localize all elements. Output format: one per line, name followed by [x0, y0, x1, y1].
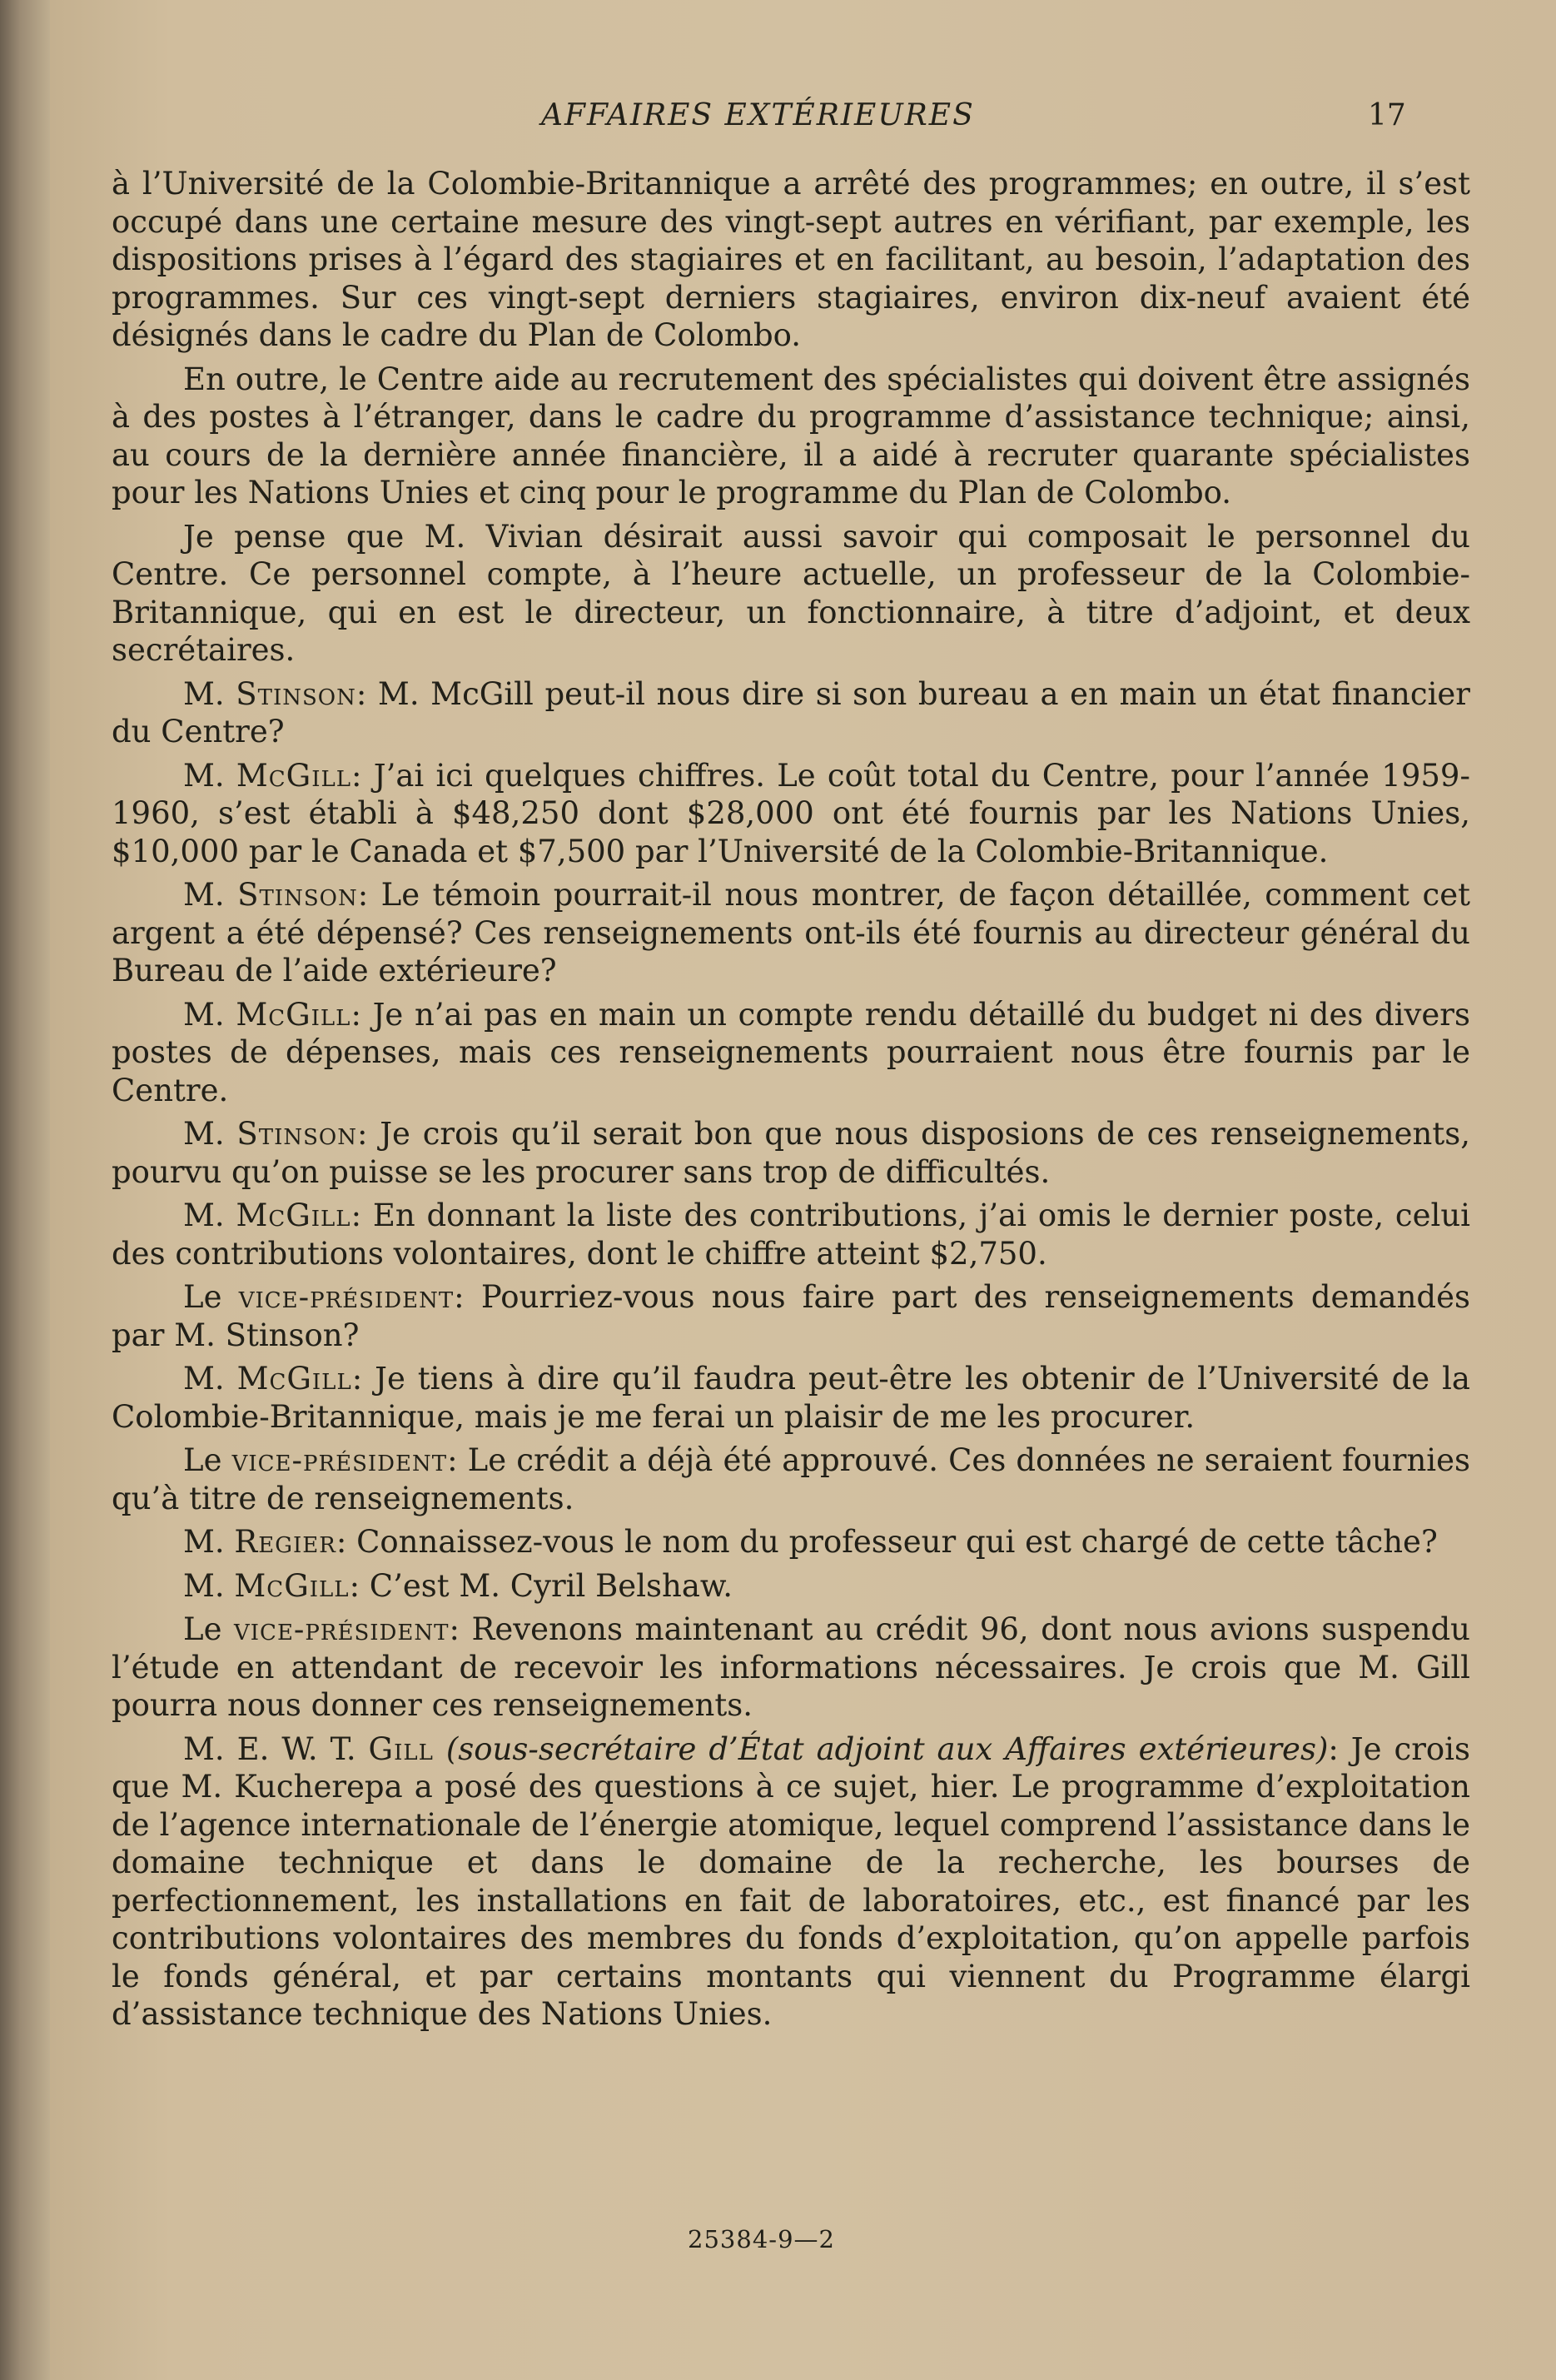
running-head: [50, 90, 1556, 140]
document-page: [50, 0, 1556, 2380]
paragraph-text: Je pense que M. Vivian désirait aussi savoir qui composait le personnel du Centre. Ce personnel compte, à l’heure actuelle, un professeur de la Colombie-Britannique, qui en est le directeur, un fonctionnaire, à titre d’adjoint, et deux secrétaires.: [112, 518, 1470, 668]
speech-text: : Le témoin pourrait-il nous montrer, de façon détaillée, comment cet argent a été dépensé? Ces renseignements ont-ils été fournis au directeur général du Bureau de l’aide extérieure?: [112, 877, 1470, 988]
speaker-prefix: M.: [183, 675, 236, 712]
signature-mark: 25384-9—2: [688, 2225, 835, 2253]
paragraph: [112, 518, 1470, 670]
speaker-name: McGill: [234, 1567, 350, 1604]
speech-text: : M. McGill peut-il nous dire si son bureau a en main un état financier du Centre?: [112, 675, 1470, 749]
speaker-paragraph: [112, 1115, 1470, 1191]
running-title: AFFAIRES EXTÉRIEURES: [541, 98, 975, 132]
book-binding-shadow: [0, 0, 50, 2380]
speech-text: : En donnant la liste des contributions, j’ai omis le dernier poste, celui des contributions volontaires, dont le chiffre atteint $2,750.: [112, 1197, 1470, 1272]
speaker-prefix: M.: [183, 1524, 235, 1560]
paragraph: [112, 361, 1470, 512]
speaker-prefix: M.: [183, 1361, 237, 1397]
printer-signature: [50, 2225, 1556, 2253]
speech-text: : Je crois qu’il serait bon que nous disposions de ces renseignements, pourvu qu’on puisse se les procurer sans trop de difficultés.: [112, 1116, 1470, 1190]
speaker-paragraph: [112, 1730, 1470, 2034]
speaker-prefix: M.: [183, 757, 236, 794]
speaker-name: McGill: [236, 757, 352, 794]
speaker-name: Regier: [234, 1524, 336, 1560]
speaker-prefix: Le: [183, 1611, 234, 1647]
speaker-paragraph: [112, 1441, 1470, 1517]
speech-text: : Pourriez-vous nous faire part des renseignements demandés par M. Stinson?: [112, 1279, 1470, 1353]
paragraph-continuation: [112, 165, 1470, 355]
speaker-paragraph: [112, 1611, 1470, 1725]
speaker-name: vice-président: [231, 1442, 448, 1478]
speaker-name: McGill: [236, 1361, 352, 1397]
speaker-name: McGill: [236, 1197, 351, 1233]
speaker-paragraph: [112, 1278, 1470, 1354]
speech-text: : Le crédit a déjà été approuvé. Ces données ne seraient fournies qu’à titre de renseignements.: [112, 1442, 1471, 1516]
speech-text: : Connaissez-vous le nom du professeur qui est chargé de cette tâche?: [336, 1524, 1438, 1560]
speaker-name: Stinson: [237, 877, 358, 913]
speaker-paragraph: [112, 1360, 1470, 1436]
page-number: 17: [1368, 98, 1406, 132]
speaker-prefix: M.: [183, 877, 238, 913]
speaker-prefix: Le: [183, 1279, 239, 1315]
speaker-prefix: Le: [183, 1442, 232, 1478]
speech-text: : Je n’ai pas en main un compte rendu détaillé du budget ni des divers postes de dépenses, mais ces renseignements pourraient nous être fournis par le Centre.: [112, 996, 1470, 1108]
speaker-prefix: M.: [183, 996, 236, 1033]
speaker-paragraph: [112, 996, 1470, 1110]
speaker-paragraph: [112, 757, 1470, 871]
speaker-name: Gill: [368, 1730, 434, 1767]
speaker-paragraph: [112, 1523, 1470, 1561]
speech-text: : Je tiens à dire qu’il faudra peut-être les obtenir de l’Université de la Colombie-Britannique, mais je me ferai un plaisir de me les procurer.: [112, 1361, 1470, 1435]
speaker-paragraph: [112, 876, 1470, 990]
speaker-name: Stinson: [236, 675, 356, 712]
speaker-prefix: M.: [183, 1567, 235, 1604]
speech-text: : C’est M. Cyril Belshaw.: [349, 1567, 733, 1604]
speaker-name: Stinson: [236, 1116, 357, 1152]
speech-text: : Revenons maintenant au crédit 96, dont nous avions suspendu l’étude en attendant de recevoir les informations nécessaires. Je crois que M. Gill pourra nous donner ces renseignements.: [112, 1611, 1470, 1723]
speaker-paragraph: [112, 1197, 1470, 1272]
speaker-prefix: M. E. W. T.: [183, 1730, 369, 1767]
speaker-paragraph: [112, 675, 1470, 751]
speaker-title-aside: (sous-secrétaire d’État adjoint aux Affaires extérieures): [445, 1730, 1329, 1767]
speaker-name: vice-président: [238, 1279, 455, 1315]
speaker-paragraph: [112, 1567, 1470, 1606]
speaker-prefix: M.: [183, 1197, 236, 1233]
body-text: [112, 165, 1470, 2039]
speaker-name: McGill: [236, 996, 351, 1033]
speech-text: : J’ai ici quelques chiffres. Le coût total du Centre, pour l’année 1959-1960, s’est établi à $48,250 dont $28,000 ont été fournis par les Nations Unies, $10,000 par le Canada et $7,500 par l’Université de la Colombie-Britannique.: [112, 757, 1470, 869]
speaker-name: vice-président: [234, 1611, 450, 1647]
speaker-prefix: M.: [183, 1116, 237, 1152]
speech-text: : Je crois que M. Kucherepa a posé des questions à ce sujet, hier. Le programme d’exploitation de l’agence internationale de l’énergie atomique, lequel comprend l’assistance dans le domaine technique et dans le domaine de la recherche, les bourses de perfectionnement, les installations en fait de laboratoires, etc., est financé par les contributions volontaires des membres du fonds d’exploitation, qu’on appelle parfois le fonds général, et par certains montants qui viennent du Programme élargi d’assistance technique des Nations Unies.: [112, 1730, 1470, 2032]
paragraph-text: à l’Université de la Colombie-Britannique a arrêté des programmes; en outre, il s’est occupé dans une certaine mesure des vingt-sept autres en vérifiant, par exemple, les dispositions prises à l’égard des stagiaires et en facilitant, au besoin, l’adaptation des programmes. Sur ces vingt-sept derniers stagiaires, environ dix-neuf avaient été désignés dans le cadre du Plan de Colombo.: [112, 166, 1470, 353]
paragraph-text: En outre, le Centre aide au recrutement des spécialistes qui doivent être assignés à des postes à l’étranger, dans le cadre du programme d’assistance technique; ainsi, au cours de la dernière année financière, il a aidé à recruter quarante spécialistes pour les Nations Unies et cinq pour le programme du Plan de Colombo.: [112, 361, 1470, 510]
